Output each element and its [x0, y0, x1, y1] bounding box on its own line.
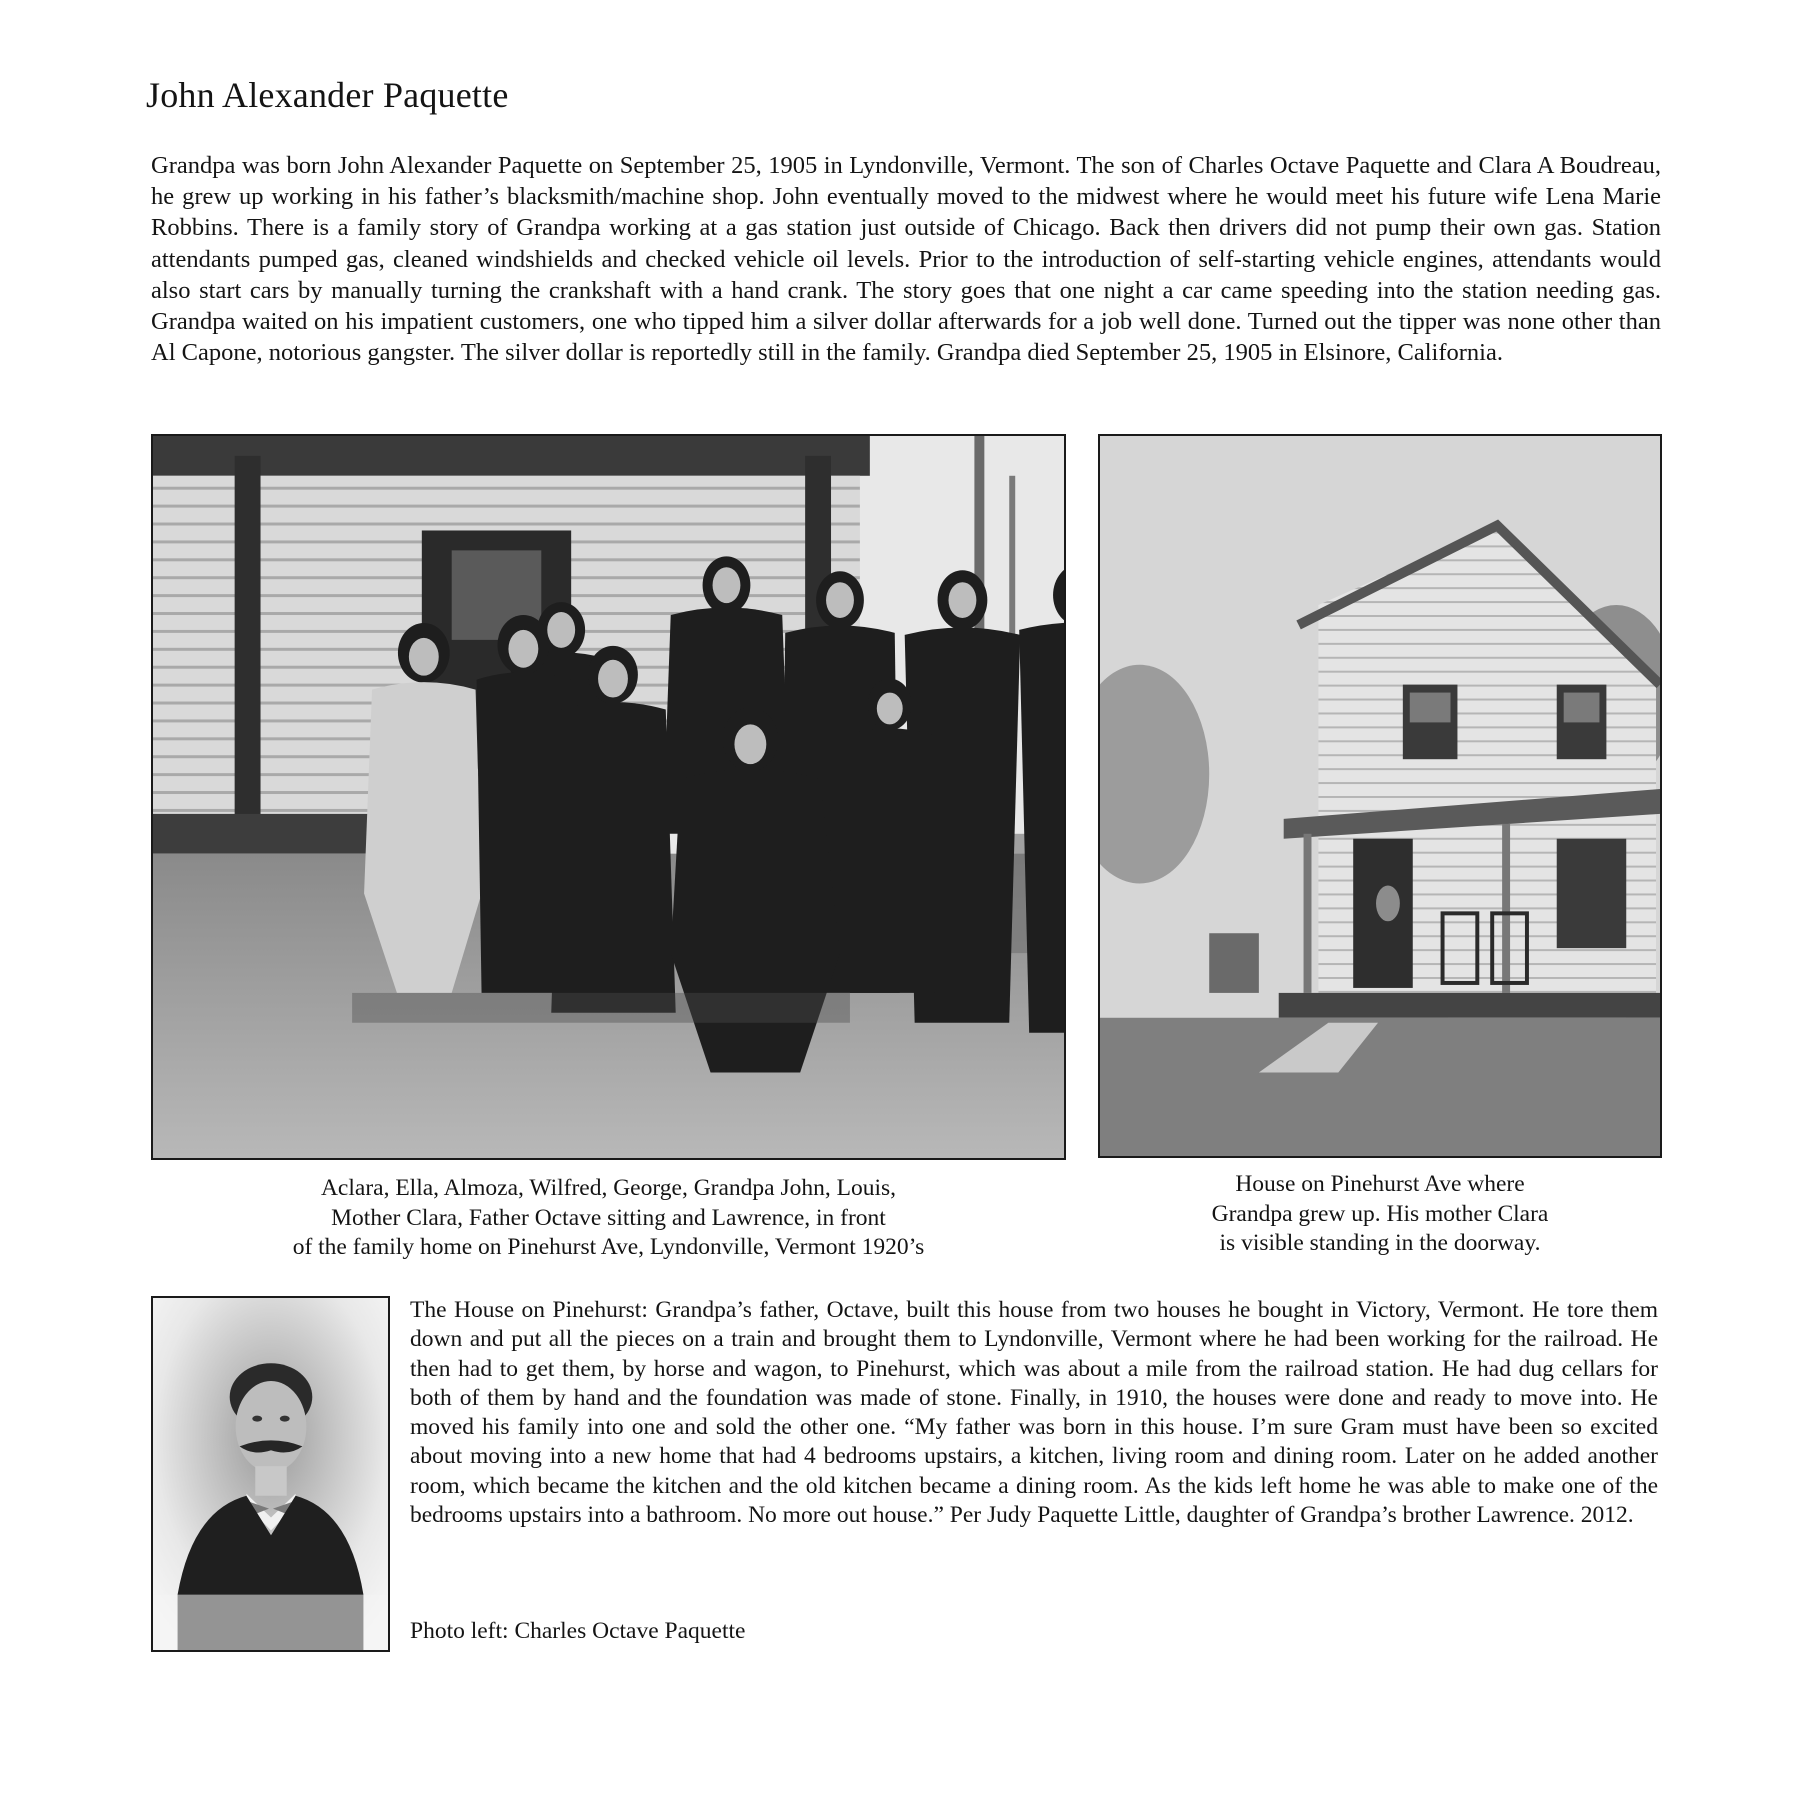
caption-line: Grandpa grew up. His mother Clara	[1211, 1200, 1549, 1227]
caption-line: Aclara, Ella, Almoza, Wilfred, George, Grandpa John, Louis,	[320, 1175, 897, 1201]
caption-line: is visible standing in the doorway.	[1219, 1230, 1541, 1256]
family-photo	[151, 434, 1066, 1160]
page-title: John Alexander Paquette	[146, 75, 509, 115]
house-photo-caption	[1098, 1170, 1662, 1259]
family-photo-caption	[151, 1174, 1066, 1263]
caption-line: House on Pinehurst Ave where	[1235, 1171, 1525, 1197]
intro-paragraph: Grandpa was born John Alexander Paquette on September 25, 1905 in Lyndonville, Vermont. The son of Charles Octave Paquette and Clara A Boudreau, he grew up working in his father’s blacksmith/machine shop. John eventually moved to the midwest where he would meet his future wife Lena Marie Robbins. There is a family story of Grandpa working at a gas station just outside of Chicago. Back then drivers did not pump their own gas. Station attendants pumped gas, cleaned windshields and checked vehicle oil levels. Prior to the introduction of self-starting vehicle engines, attendants would also start cars by manually turning the crankshaft with a hand crank. The story goes that one night a car came speeding into the station needing gas. Grandpa waited on his impatient customers, one who tipped him a silver dollar afterwards for a job well done. Turned out the tipper was none other than Al Capone, notorious gangster. The silver dollar is reportedly still in the family. Grandpa died September 25, 1905 in Elsinore, California.	[151, 152, 1661, 367]
portrait-photo	[151, 1296, 390, 1652]
house-photo	[1098, 434, 1662, 1158]
photo-credit: Photo left: Charles Octave Paquette	[410, 1618, 746, 1644]
caption-line: Mother Clara, Father Octave sitting and Lawrence, in front	[331, 1204, 886, 1231]
house-story-paragraph: The House on Pinehurst: Grandpa’s father, Octave, built this house from two houses he bought in Victory, Vermont. He tore them down and put all the pieces on a train and brought them to Lyndonville, Vermont where he had been working for the railroad. He then had to get them, by horse and wagon, to Pinehurst, which was about a mile from the railroad station. He had dug cellars for both of them by hand and the foundation was made of stone. Finally, in 1910, the houses were done and ready to move into. He moved his family into one and sold the other one. “My father was born in this house. I’m sure Gram must have been so excited about moving into a new home that had 4 bedrooms upstairs, a kitchen, living room and dining room. Later on he added another room, which became the kitchen and the old kitchen became a dining room. As the kids left home he was able to make one of the bedrooms upstairs into a bathroom. No more out house.” Per Judy Paquette Little, daughter of Grandpa’s brother Lawrence. 2012.	[410, 1297, 1658, 1529]
caption-line: of the family home on Pinehurst Ave, Lyndonville, Vermont 1920’s	[292, 1234, 925, 1260]
